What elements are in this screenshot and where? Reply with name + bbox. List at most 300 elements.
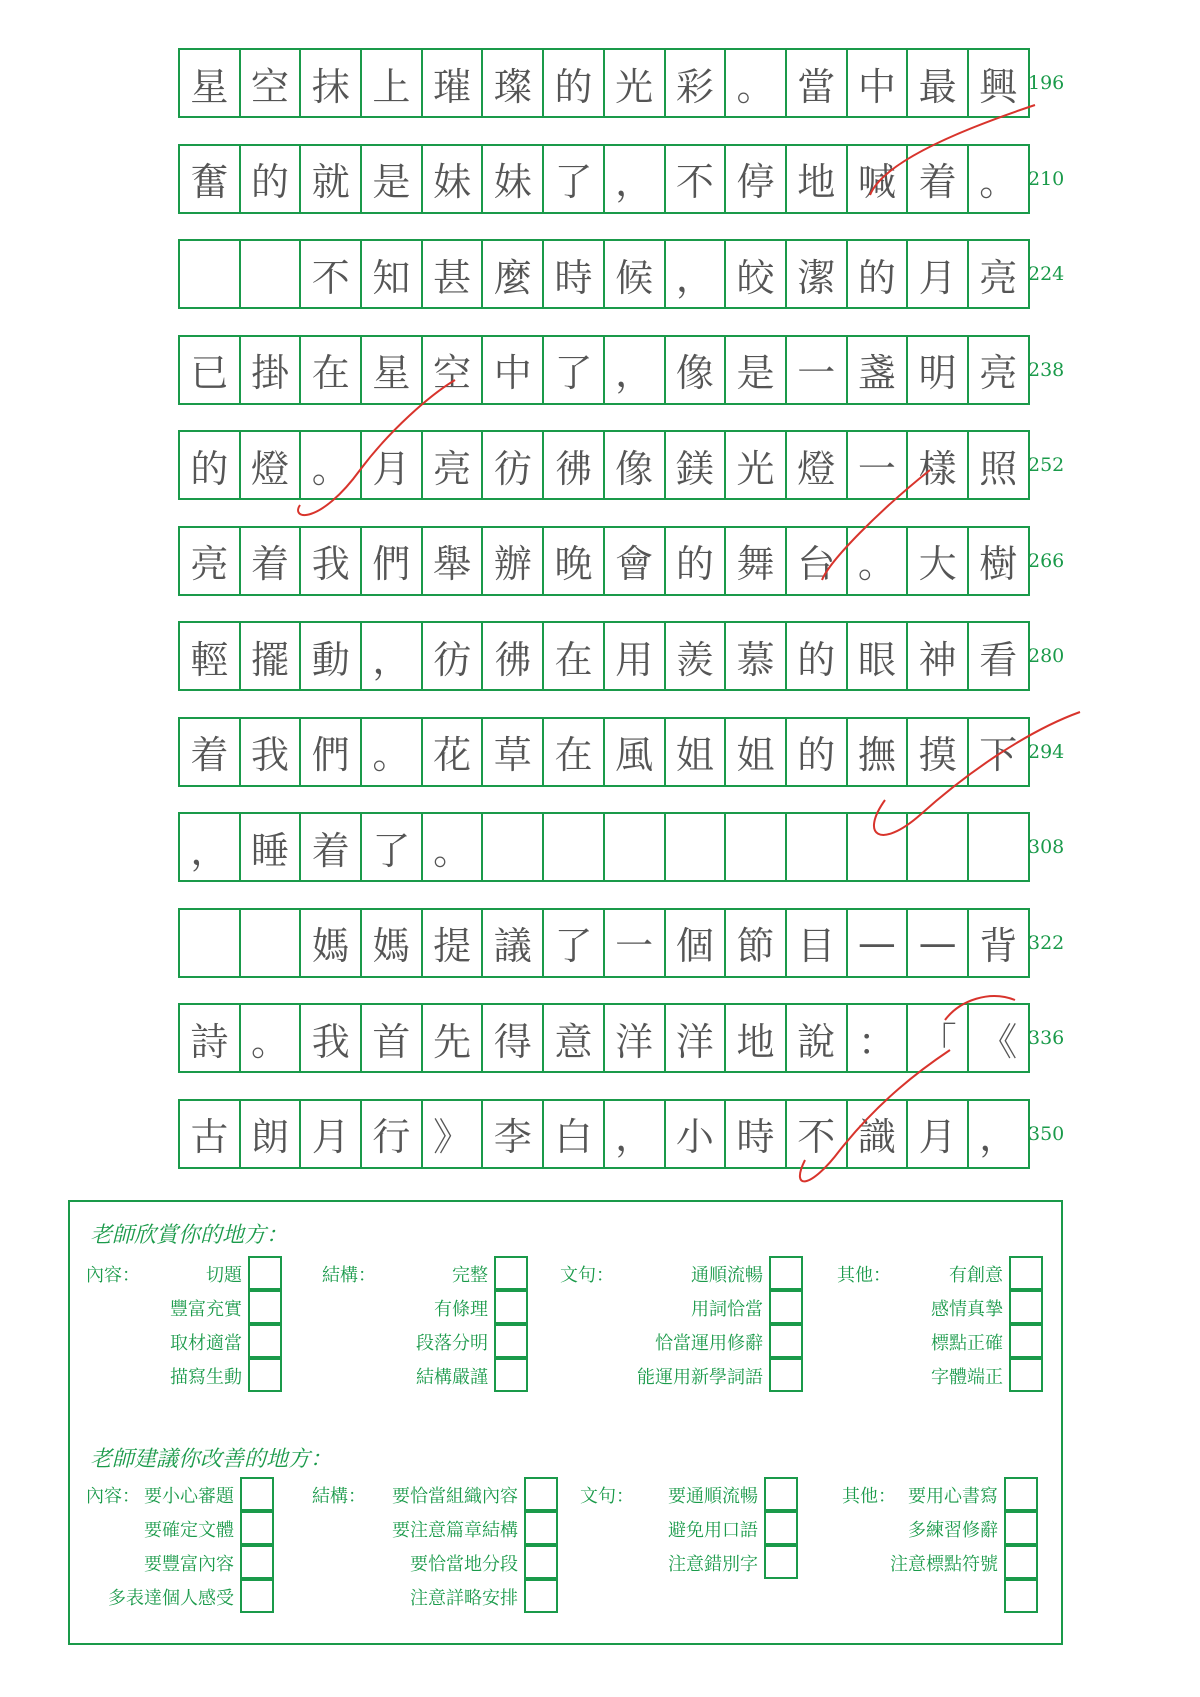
grid-cell: 詩 (178, 1003, 241, 1073)
grid-cell: 一 (785, 335, 848, 405)
checkbox[interactable] (764, 1545, 798, 1579)
grid-cell: 台 (785, 526, 848, 596)
grid-cell: 像 (603, 430, 666, 500)
row-char-count: 322 (1028, 931, 1065, 954)
grid-cell: 的 (785, 621, 848, 691)
grid-cell: ， (603, 144, 666, 214)
grid-cell: 在 (299, 335, 362, 405)
grid-cell: 睡 (239, 812, 302, 882)
item-label: 完整 (452, 1265, 488, 1286)
item-label: 要注意篇章結構 (392, 1520, 518, 1541)
item-label: 標點正確 (931, 1333, 1003, 1354)
item-label: 通順流暢 (691, 1265, 763, 1286)
grid-row (178, 717, 1028, 785)
grid-cell: 得 (481, 1003, 544, 1073)
checkbox[interactable] (1009, 1290, 1043, 1324)
grid-cell: 》 (421, 1099, 484, 1169)
item-label: 切題 (206, 1265, 242, 1286)
row-char-count: 308 (1028, 836, 1065, 858)
item-label: 注意詳略安排 (410, 1588, 518, 1609)
grid-cell: 地 (785, 144, 848, 214)
item-label: 結構嚴謹 (416, 1367, 488, 1388)
grid-cell: 妹 (421, 144, 484, 214)
improvement-item (842, 1512, 1038, 1546)
item-label: 有創意 (949, 1265, 1003, 1286)
grid-cell: 慕 (724, 621, 787, 691)
improvement-item (86, 1580, 274, 1614)
grid-cell: 背 (967, 908, 1030, 978)
grid-row (178, 239, 1028, 307)
grid-row (178, 335, 1028, 403)
item-label: 恰當運用修辭 (655, 1333, 763, 1354)
checkbox[interactable] (1004, 1579, 1038, 1613)
checkbox[interactable] (1004, 1545, 1038, 1579)
grid-cell: 潔 (785, 239, 848, 309)
grid-cell (846, 812, 909, 882)
category-label: 其他： (842, 1486, 896, 1507)
grid-cell: 在 (542, 717, 605, 787)
appreciation-item (837, 1325, 1043, 1359)
grid-cell: 彷 (481, 430, 544, 500)
checkbox[interactable] (524, 1545, 558, 1579)
checkbox[interactable] (494, 1256, 528, 1290)
improvement-title: 老師建議你改善的地方： (90, 1447, 333, 1472)
grid-row (178, 621, 1028, 689)
item-label: 描寫生動 (170, 1367, 242, 1388)
grid-row (178, 430, 1028, 498)
grid-cell: 當 (785, 48, 848, 118)
grid-cell: 停 (724, 144, 787, 214)
improvement-column (580, 1478, 798, 1614)
grid-cell (785, 812, 848, 882)
category-label: 內容： (86, 1486, 140, 1507)
grid-cell: 。 (421, 812, 484, 882)
grid-cell: 光 (603, 48, 666, 118)
item-label: 要通順流暢 (668, 1486, 758, 1507)
improvement-item (842, 1478, 1038, 1512)
grid-cell: 燈 (239, 430, 302, 500)
category-label: 內容： (86, 1265, 140, 1286)
grid-cell: 最 (906, 48, 969, 118)
grid-cell: 亮 (178, 526, 241, 596)
checkbox[interactable] (764, 1477, 798, 1511)
improvement-item (86, 1546, 274, 1580)
grid-cell: 是 (724, 335, 787, 405)
grid-cell: 一 (846, 430, 909, 500)
grid-cell: 是 (360, 144, 423, 214)
category-label: 其他： (837, 1265, 891, 1286)
checkbox[interactable] (1009, 1256, 1043, 1290)
improvement-column (842, 1478, 1038, 1614)
grid-cell: 皎 (724, 239, 787, 309)
grid-cell: 了 (542, 335, 605, 405)
appreciation-item (560, 1325, 803, 1359)
grid-cell: 洋 (603, 1003, 666, 1073)
grid-cell: 們 (360, 526, 423, 596)
grid-cell: 喊 (846, 144, 909, 214)
grid-cell: 地 (724, 1003, 787, 1073)
item-label: 能運用新學詞語 (637, 1367, 763, 1388)
item-label: 注意標點符號 (890, 1554, 998, 1575)
grid-cell: 神 (906, 621, 969, 691)
item-label: 避免用口語 (668, 1520, 758, 1541)
grid-cell (967, 812, 1030, 882)
grid-cell: 辦 (481, 526, 544, 596)
item-label: 多練習修辭 (908, 1520, 998, 1541)
checkbox[interactable] (240, 1545, 274, 1579)
grid-cell (481, 812, 544, 882)
improvement-item (312, 1546, 558, 1580)
improvement-item (312, 1580, 558, 1614)
appreciation-item (86, 1359, 282, 1393)
item-label: 要豐富內容 (144, 1554, 234, 1575)
grid-cell: 下 (967, 717, 1030, 787)
grid-cell: 「 (906, 1003, 969, 1073)
grid-cell: — (906, 908, 969, 978)
grid-cell: 着 (299, 812, 362, 882)
row-char-count: 350 (1028, 1122, 1065, 1145)
grid-cell: 的 (178, 430, 241, 500)
item-label: 要用心書寫 (908, 1486, 998, 1507)
checkbox[interactable] (769, 1358, 803, 1392)
grid-cell: 在 (542, 621, 605, 691)
improvement-item (842, 1546, 1038, 1580)
checkbox[interactable] (769, 1290, 803, 1324)
checkbox[interactable] (248, 1324, 282, 1358)
improvement-item (580, 1478, 798, 1512)
grid-cell: 了 (542, 144, 605, 214)
appreciation-item (322, 1257, 528, 1291)
grid-cell: 候 (603, 239, 666, 309)
grid-cell (603, 812, 666, 882)
grid-cell: 。 (846, 526, 909, 596)
grid-row (178, 1003, 1028, 1071)
checkbox[interactable] (1004, 1477, 1038, 1511)
grid-cell: 說 (785, 1003, 848, 1073)
grid-cell: 。 (299, 430, 362, 500)
item-label: 有條理 (434, 1299, 488, 1320)
checkbox[interactable] (248, 1256, 282, 1290)
grid-row (178, 526, 1028, 594)
grid-cell (664, 812, 727, 882)
checkbox[interactable] (769, 1324, 803, 1358)
grid-cell: 亮 (967, 239, 1030, 309)
grid-cell: 盞 (846, 335, 909, 405)
item-label: 要確定文體 (144, 1520, 234, 1541)
grid-cell: 着 (906, 144, 969, 214)
grid-cell: 奮 (178, 144, 241, 214)
grid-cell: 李 (481, 1099, 544, 1169)
checkbox[interactable] (240, 1511, 274, 1545)
grid-cell: 。 (967, 144, 1030, 214)
grid-cell: 彩 (664, 48, 727, 118)
grid-cell: 媽 (360, 908, 423, 978)
appreciation-title: 老師欣賞你的地方： (90, 1223, 289, 1248)
grid-cell (239, 908, 302, 978)
grid-cell: 草 (481, 717, 544, 787)
checkbox[interactable] (524, 1579, 558, 1613)
grid-cell: 掛 (239, 335, 302, 405)
grid-cell: 知 (360, 239, 423, 309)
appreciation-item (560, 1291, 803, 1325)
row-char-count: 252 (1028, 454, 1065, 476)
grid-cell: 星 (360, 335, 423, 405)
appreciation-column (322, 1257, 528, 1393)
grid-row (178, 1099, 1028, 1167)
appreciation-item (322, 1325, 528, 1359)
grid-cell: 洋 (664, 1003, 727, 1073)
improvement-item (86, 1512, 274, 1546)
item-label: 多表達個人感受 (108, 1588, 234, 1609)
grid-cell: 彿 (542, 430, 605, 500)
grid-cell: 羨 (664, 621, 727, 691)
grid-cell (542, 812, 605, 882)
grid-cell (178, 239, 241, 309)
grid-cell: 彷 (421, 621, 484, 691)
grid-cell: 提 (421, 908, 484, 978)
grid-cell: 我 (299, 526, 362, 596)
grid-cell: 舞 (724, 526, 787, 596)
grid-cell: 。 (724, 48, 787, 118)
grid-cell (178, 908, 241, 978)
grid-cell: 的 (664, 526, 727, 596)
appreciation-item (560, 1359, 803, 1393)
grid-cell: 花 (421, 717, 484, 787)
checkbox[interactable] (769, 1256, 803, 1290)
grid-cell: 個 (664, 908, 727, 978)
grid-row (178, 144, 1028, 212)
grid-cell: 上 (360, 48, 423, 118)
grid-cell: 樹 (967, 526, 1030, 596)
grid-cell: 麼 (481, 239, 544, 309)
appreciation-item (86, 1257, 282, 1291)
row-char-count: 294 (1028, 740, 1065, 763)
category-label: 文句： (580, 1486, 634, 1507)
grid-cell: 行 (360, 1099, 423, 1169)
checkbox[interactable] (248, 1358, 282, 1392)
appreciation-item (86, 1291, 282, 1325)
grid-cell: ， (603, 1099, 666, 1169)
row-char-count: 336 (1028, 1027, 1065, 1049)
improvement-column (312, 1478, 558, 1614)
grid-row (178, 48, 1028, 116)
grid-cell: 姐 (724, 717, 787, 787)
grid-cell: 空 (239, 48, 302, 118)
checkbox[interactable] (494, 1358, 528, 1392)
item-label: 要恰當地分段 (410, 1554, 518, 1575)
grid-cell: 明 (906, 335, 969, 405)
checkbox[interactable] (494, 1290, 528, 1324)
checkbox[interactable] (240, 1477, 274, 1511)
grid-cell: 的 (846, 239, 909, 309)
improvement-item (86, 1478, 274, 1512)
grid-cell: 小 (664, 1099, 727, 1169)
grid-cell: 妹 (481, 144, 544, 214)
grid-cell: 晚 (542, 526, 605, 596)
grid-cell: 眼 (846, 621, 909, 691)
appreciation-item (837, 1257, 1043, 1291)
grid-cell: ， (664, 239, 727, 309)
grid-cell: 姐 (664, 717, 727, 787)
grid-cell: 撫 (846, 717, 909, 787)
grid-cell: 《 (967, 1003, 1030, 1073)
grid-cell: 風 (603, 717, 666, 787)
grid-cell: 像 (664, 335, 727, 405)
checkbox[interactable] (764, 1511, 798, 1545)
grid-cell: 空 (421, 335, 484, 405)
grid-cell: 的 (542, 48, 605, 118)
row-char-count: 266 (1028, 549, 1065, 572)
row-char-count: 210 (1028, 167, 1065, 190)
grid-cell (239, 239, 302, 309)
grid-cell: 會 (603, 526, 666, 596)
category-label: 結構： (322, 1265, 376, 1286)
grid-cell: ， (178, 812, 241, 882)
grid-cell: 的 (239, 144, 302, 214)
checkbox[interactable] (494, 1324, 528, 1358)
improvement-item (312, 1478, 558, 1512)
grid-cell: 白 (542, 1099, 605, 1169)
checkbox[interactable] (248, 1290, 282, 1324)
grid-cell: 鎂 (664, 430, 727, 500)
grid-cell: 樣 (906, 430, 969, 500)
grid-cell: 了 (542, 908, 605, 978)
grid-cell: 光 (724, 430, 787, 500)
grid-cell: 時 (542, 239, 605, 309)
grid-cell: 們 (299, 717, 362, 787)
row-char-count: 224 (1028, 263, 1065, 285)
grid-cell: 古 (178, 1099, 241, 1169)
grid-cell: 動 (299, 621, 362, 691)
grid-cell: 興 (967, 48, 1030, 118)
item-label: 注意錯別字 (668, 1554, 758, 1575)
grid-cell: 。 (239, 1003, 302, 1073)
grid-cell: 意 (542, 1003, 605, 1073)
item-label: 取材適當 (170, 1333, 242, 1354)
grid-cell: 時 (724, 1099, 787, 1169)
grid-cell: 中 (481, 335, 544, 405)
item-label: 段落分明 (416, 1333, 488, 1354)
grid-cell: 星 (178, 48, 241, 118)
grid-cell: 媽 (299, 908, 362, 978)
appreciation-item (322, 1291, 528, 1325)
grid-cell: 摸 (906, 717, 969, 787)
grid-cell: 璨 (481, 48, 544, 118)
grid-cell: 我 (239, 717, 302, 787)
grid-cell: 着 (239, 526, 302, 596)
appreciation-column (86, 1257, 282, 1393)
category-label: 結構： (312, 1486, 366, 1507)
grid-cell: 。 (360, 717, 423, 787)
grid-cell: 的 (785, 717, 848, 787)
grid-cell: 彿 (481, 621, 544, 691)
item-label: 用詞恰當 (691, 1299, 763, 1320)
grid-cell: 大 (906, 526, 969, 596)
grid-cell: 月 (906, 239, 969, 309)
row-char-count: 238 (1028, 358, 1065, 381)
improvement-item (580, 1546, 798, 1580)
grid-cell: ， (967, 1099, 1030, 1169)
grid-cell: 亮 (967, 335, 1030, 405)
grid-cell: 輕 (178, 621, 241, 691)
grid-cell: 就 (299, 144, 362, 214)
grid-cell (724, 812, 787, 882)
appreciation-item (322, 1359, 528, 1393)
grid-cell: ， (360, 621, 423, 691)
appreciation-item (837, 1359, 1043, 1393)
grid-cell: 我 (299, 1003, 362, 1073)
appreciation-box (68, 1200, 1063, 1645)
grid-cell: 燈 (785, 430, 848, 500)
grid-cell: 朗 (239, 1099, 302, 1169)
improvement-column (86, 1478, 274, 1614)
grid-cell: 擺 (239, 621, 302, 691)
grid-cell: 甚 (421, 239, 484, 309)
grid-cell: — (846, 908, 909, 978)
checkbox[interactable] (524, 1477, 558, 1511)
grid-cell: 節 (724, 908, 787, 978)
checkbox[interactable] (524, 1511, 558, 1545)
grid-cell: ， (603, 335, 666, 405)
grid-cell: 看 (967, 621, 1030, 691)
checkbox[interactable] (1004, 1511, 1038, 1545)
grid-cell: 一 (603, 908, 666, 978)
checkbox[interactable] (240, 1579, 274, 1613)
row-char-count: 280 (1028, 645, 1065, 667)
grid-cell: 不 (299, 239, 362, 309)
grid-cell: 抹 (299, 48, 362, 118)
checkbox[interactable] (1009, 1358, 1043, 1392)
grid-cell: 先 (421, 1003, 484, 1073)
grid-row (178, 908, 1028, 976)
appreciation-item (86, 1325, 282, 1359)
appreciation-column (560, 1257, 803, 1393)
appreciation-item (837, 1291, 1043, 1325)
grid-row (178, 812, 1028, 880)
item-label: 要小心審題 (144, 1486, 234, 1507)
row-char-count: 196 (1028, 72, 1065, 94)
grid-cell: 月 (360, 430, 423, 500)
grid-cell: 已 (178, 335, 241, 405)
grid-cell: 璀 (421, 48, 484, 118)
category-label: 文句： (560, 1265, 614, 1286)
grid-cell: 中 (846, 48, 909, 118)
grid-cell: 月 (906, 1099, 969, 1169)
grid-cell: 識 (846, 1099, 909, 1169)
grid-cell: 議 (481, 908, 544, 978)
grid-cell: 舉 (421, 526, 484, 596)
item-label: 豐富充實 (170, 1299, 242, 1320)
grid-cell: 亮 (421, 430, 484, 500)
grid-cell: 用 (603, 621, 666, 691)
item-label: 感情真摯 (931, 1299, 1003, 1320)
checkbox[interactable] (1009, 1324, 1043, 1358)
grid-cell: 月 (299, 1099, 362, 1169)
grid-cell: 不 (664, 144, 727, 214)
item-label: 要恰當組織內容 (392, 1486, 518, 1507)
grid-cell (906, 812, 969, 882)
improvement-item (842, 1580, 1038, 1614)
grid-cell: 了 (360, 812, 423, 882)
appreciation-item (560, 1257, 803, 1291)
appreciation-column (837, 1257, 1043, 1393)
item-label: 字體端正 (931, 1367, 1003, 1388)
improvement-item (312, 1512, 558, 1546)
grid-cell: 首 (360, 1003, 423, 1073)
grid-cell: 目 (785, 908, 848, 978)
grid-cell: 不 (785, 1099, 848, 1169)
improvement-item (580, 1512, 798, 1546)
